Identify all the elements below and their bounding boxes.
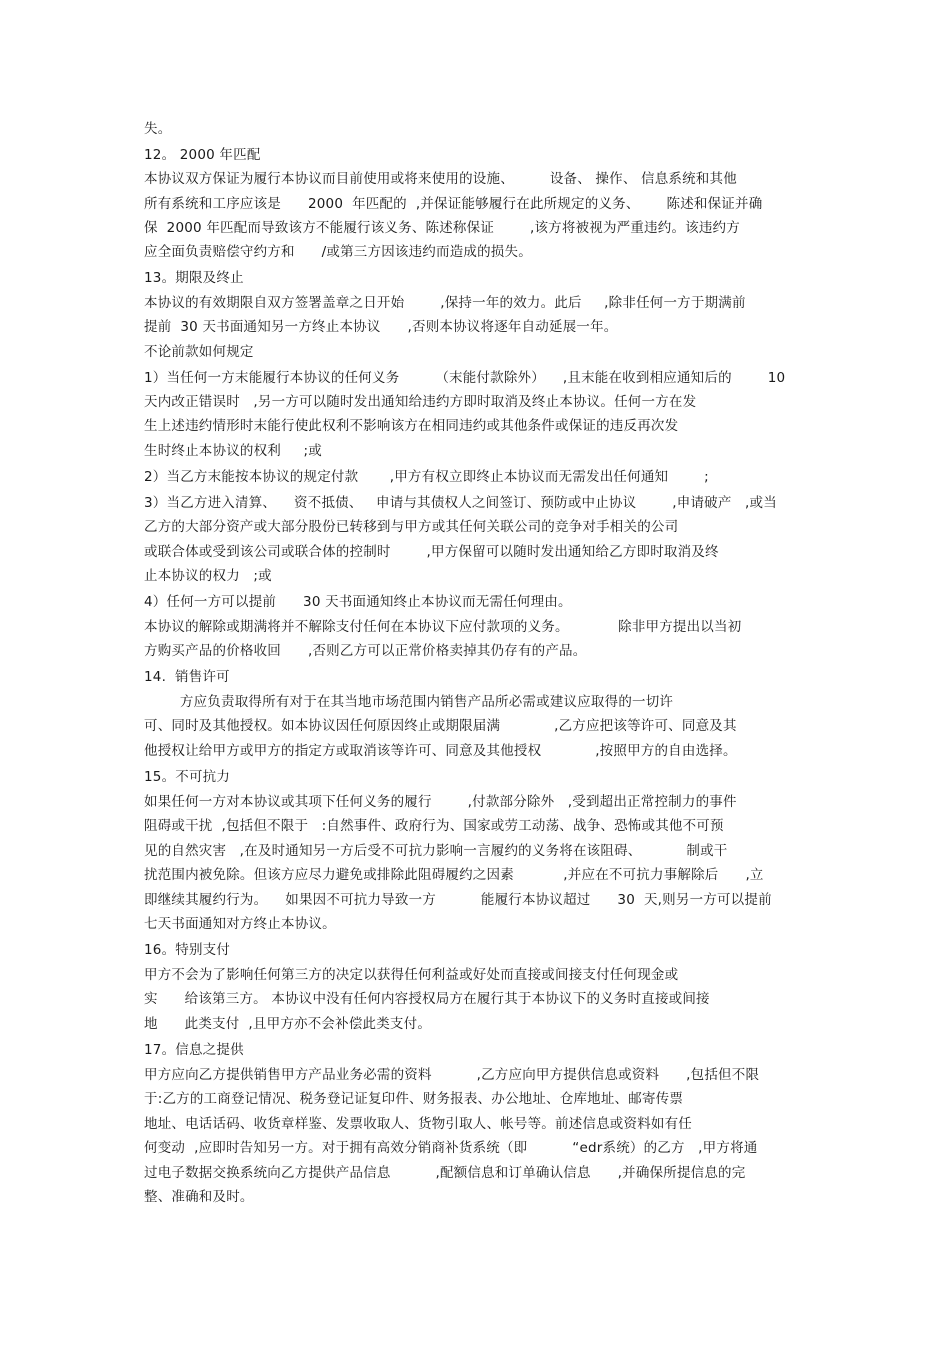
text-line: 乙方的大部分资产或大部分股份已转移到与甲方或其任何关联公司的竞争对手相关的公司 bbox=[144, 519, 679, 535]
text-line: 提前 30 天书面通知另一方终止本协议 ,否则本协议将逐年自动延展一年。 bbox=[144, 319, 618, 335]
text-line: 见的自然灾害 ,在及时通知另一方后受不可抗力影响一言履约的义务将在该阻碍、 制或干 bbox=[144, 843, 728, 859]
text-line: 失。 bbox=[144, 121, 172, 137]
text-line: 即继续其履约行为。 如果因不可抗力导致一方 能履行本协议超过 30 天,则另一方可以提前 bbox=[144, 892, 772, 908]
text-line: 甲方不会为了影响任何第三方的决定以获得任何利益或好处而直接或间接支付任何现金或 bbox=[144, 967, 679, 983]
section-heading-17: 17。信息之提供 bbox=[144, 1042, 244, 1058]
text-line: 或联合体或受到该公司或联合体的控制时 ,甲方保留可以随时发出通知给乙方即时取消及终 bbox=[144, 544, 719, 560]
text-line: 本协议的解除或期满将并不解除支付任何在本协议下应付款项的义务。 除非甲方提出以当初 bbox=[144, 619, 742, 635]
text-line: 应全面负责赔偿守约方和 /或第三方因该违约而造成的损失。 bbox=[144, 244, 532, 260]
text-line: 保 2000 年匹配而导致该方不能履行该义务、陈述称保证 ,该方将被视为严重违约。该违约方 bbox=[144, 220, 740, 236]
text-line: 4）任何一方可以提前 30 天书面通知终止本协议而无需任何理由。 bbox=[144, 594, 572, 610]
text-line: 不论前款如何规定 bbox=[144, 344, 254, 360]
text-line: 甲方应向乙方提供销售甲方产品业务必需的资料 ,乙方应向甲方提供信息或资料 ,包括但不限 bbox=[144, 1067, 760, 1083]
text-line: 如果任何一方对本协议或其项下任何义务的履行 ,付款部分除外 ,受到超出正常控制力的事件 bbox=[144, 794, 737, 810]
text-line: 何变动 ,应即时告知另一方。对于拥有高效分销商补货系统（即 “edr系统）的乙方 ,甲方将通 bbox=[144, 1140, 758, 1156]
text-line: 生时终止本协议的权利 ;或 bbox=[144, 443, 322, 459]
text-line: 整、准确和及时。 bbox=[144, 1189, 254, 1205]
text-line: 方购买产品的价格收回 ,否则乙方可以正常价格卖掉其仍存有的产品。 bbox=[144, 643, 587, 659]
text-line: 3）当乙方进入清算、 资不抵债、 申请与其债权人之间签订、预防或中止协议 ,申请破产 ,或当 bbox=[144, 495, 777, 511]
text-line: 过电子数据交换系统向乙方提供产品信息 ,配额信息和订单确认信息 ,并确保所提信息的完 bbox=[144, 1165, 746, 1181]
text-line: 他授权让给甲方或甲方的指定方或取消该等许可、同意及其他授权 ,按照甲方的自由选择。 bbox=[144, 743, 737, 759]
text-line: 方应负责取得所有对于在其当地市场范围内销售产品所必需或建议应取得的一切许 bbox=[144, 694, 674, 710]
text-line: 本协议双方保证为履行本协议而目前使用或将来使用的设施、 设备、 操作、 信息系统和其他 bbox=[144, 171, 737, 187]
section-heading-14: 14. 销售许可 bbox=[144, 669, 230, 685]
text-line: 七天书面通知对方终止本协议。 bbox=[144, 916, 336, 932]
text-line: 止本协议的权力 ;或 bbox=[144, 568, 272, 584]
text-line: 地址、电话话码、收货章样鉴、发票收取人、货物引取人、帐号等。前述信息或资料如有任 bbox=[144, 1116, 692, 1132]
text-line: 本协议的有效期限自双方签署盖章之日开始 ,保持一年的效力。此后 ,除非任何一方于期满前 bbox=[144, 295, 746, 311]
text-line: 扰范围内被免除。但该方应尽力避免或排除此阻碍履约之因素 ,并应在不可抗力事解除后 ,立 bbox=[144, 867, 764, 883]
section-heading-16: 16。特别支付 bbox=[144, 942, 231, 958]
text-line: 生上述违约情形时末能行使此权利不影响该方在相同违约或其他条件或保证的违反再次发 bbox=[144, 418, 679, 434]
text-line: 地 此类支付 ,且甲方亦不会补偿此类支付。 bbox=[144, 1016, 432, 1032]
text-line: 2）当乙方末能按本协议的规定付款 ,甲方有权立即终止本协议而无需发出任何通知 ; bbox=[144, 469, 709, 485]
text-line: 阻碍或干扰 ,包括但不限于 :自然事件、政府行为、国家或劳工动荡、战争、恐怖或其他不可预 bbox=[144, 818, 724, 834]
text-line: 于:乙方的工商登记情况、税务登记证复印件、财务报表、办公地址、仓库地址、邮寄传票 bbox=[144, 1091, 684, 1107]
section-heading-15: 15。不可抗力 bbox=[144, 769, 231, 785]
section-heading-13: 13。期限及终止 bbox=[144, 270, 244, 286]
text-line: 天内改正错误时 ,另一方可以随时发出通知给违约方即时取消及终止本协议。任何一方在发 bbox=[144, 394, 697, 410]
text-line: 可、同时及其他授权。如本协议因任何原因终止或期限届满 ,乙方应把该等许可、同意及其 bbox=[144, 718, 737, 734]
text-line: 所有系统和工序应该是 2000 年匹配的 ,并保证能够履行在此所规定的义务、 陈述和保证并确 bbox=[144, 196, 763, 212]
text-line: 实 给该第三方。 本协议中没有任何内容授权局方在履行其于本协议下的义务时直接或间接 bbox=[144, 991, 710, 1007]
text-line: 1）当任何一方末能履行本协议的任何义务 （末能付款除外） ,且末能在收到相应通知后的 10 bbox=[144, 370, 786, 386]
section-heading-12: 12。 2000 年匹配 bbox=[144, 147, 261, 163]
